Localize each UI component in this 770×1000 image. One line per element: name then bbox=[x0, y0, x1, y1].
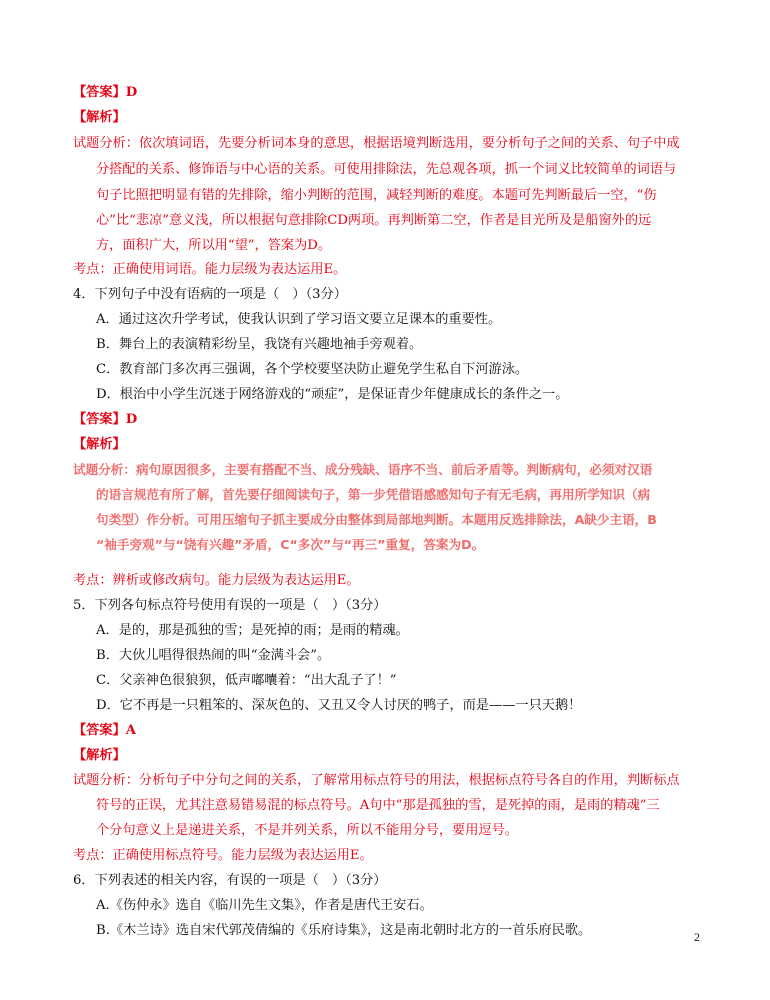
q4-option: C．教育部门多次再三强调，各个学校要坚决防止避免学生私自下河游泳。 bbox=[96, 362, 529, 377]
q4-analysis-line: 试题分析：病句原因很多，主要有搭配不当、成分残缺、语序不当、前后矛盾等。判断病句，必须对汉语 bbox=[73, 462, 653, 477]
q6-option: A.《伤仲永》选自《临川先生文集》，作者是唐代王安石。 bbox=[96, 898, 433, 913]
q5-kaodian: 考点：正确使用标点符号。能力层级为表达运用E。 bbox=[73, 848, 373, 863]
q5-option: C．父亲神色很狼狈，低声嘟囔着：“出大乱子了！” bbox=[96, 673, 397, 688]
q4-question: 4．下列句子中没有语病的一项是（ ）（3分） bbox=[73, 287, 347, 302]
q5-analysis-line: 个分句意义上是递进关系，不是并列关系，所以不能用分号，要用逗号。 bbox=[96, 823, 518, 838]
q6-question: 6．下列表述的相关内容，有误的一项是（ ）（3分） bbox=[73, 873, 387, 888]
q3-analysis-heading: 【解析】 bbox=[73, 110, 126, 125]
q5-analysis-line: 符号的正误，尤其注意易错易混的标点符号。A句中“那是孤独的雪，是死掉的雨，是雨的精魂”三 bbox=[96, 798, 660, 813]
q5-option: D．它不再是一只粗笨的、深灰色的、又丑又令人讨厌的鸭子，而是——一只天鹅！ bbox=[96, 698, 582, 713]
q3-analysis-line: 心”比“悲凉”意义浅，所以根据句意排除CD两项。再判断第二空，作者是目光所及是船窗外的远 bbox=[96, 213, 652, 228]
q3-kaodian: 考点：正确使用词语。能力层级为表达运用E。 bbox=[73, 262, 347, 277]
q5-analysis-line: 试题分析：分析句子中分句之间的关系，了解常用标点符号的用法，根据标点符号各自的作用，判断标点 bbox=[73, 773, 680, 788]
q4-kaodian: 考点：辨析或修改病句。能力层级为表达运用E。 bbox=[73, 573, 360, 588]
q5-option: B．大伙儿唱得很热闹的叫“金满斗会”。 bbox=[96, 648, 331, 663]
q3-answer: 【答案】D bbox=[73, 85, 138, 100]
q3-analysis-line: 方，面积广大，所以用“望”，答案为D。 bbox=[96, 238, 332, 253]
q5-question: 5．下列各句标点符号使用有误的一项是（ ）（3分） bbox=[73, 598, 387, 613]
q4-analysis-heading: 【解析】 bbox=[73, 437, 126, 452]
page-number: 2 bbox=[694, 930, 700, 944]
q3-analysis-line: 句子比照把明显有错的先排除，缩小判断的范围，减轻判断的难度。本题可先判断最后一空，“伤 bbox=[96, 188, 657, 203]
q5-analysis-heading: 【解析】 bbox=[73, 748, 126, 763]
q6-option: B.《木兰诗》选自宋代郭茂倩编的《乐府诗集》，这是南北朝时北方的一首乐府民歌。 bbox=[96, 923, 592, 938]
q4-answer: 【答案】D bbox=[73, 412, 138, 427]
q4-analysis-line: 的语言规范有所了解，首先要仔细阅读句子，第一步凭借语感感知句子有无毛病，再用所学知识（病 bbox=[96, 487, 651, 502]
q4-option: B．舞台上的表演精彩纷呈，我饶有兴趣地袖手旁观着。 bbox=[96, 337, 423, 352]
q4-analysis-line: “袖手旁观”与“饶有兴趣”矛盾，C“多次”与“再三”重复，答案为D。 bbox=[96, 537, 485, 552]
q4-analysis-line: 句类型）作分析。可用压缩句子抓主要成分由整体到局部地判断。本题用反选排除法，A缺少主语，B bbox=[96, 512, 657, 527]
q5-answer: 【答案】A bbox=[73, 723, 136, 738]
q3-analysis-line: 试题分析：依次填词语，先要分析词本身的意思，根据语境判断选用，要分析句子之间的关系、句子中成 bbox=[73, 136, 680, 151]
q5-option: A．是的，那是孤独的雪；是死掉的雨；是雨的精魂。 bbox=[96, 623, 409, 638]
q4-option: A．通过这次升学考试，使我认识到了学习语文要立足课本的重要性。 bbox=[96, 312, 502, 327]
q3-analysis-line: 分搭配的关系、修饰语与中心语的关系。可使用排除法，先总观各项，抓一个词义比较简单的词语与 bbox=[96, 162, 677, 177]
q4-option: D．根治中小学生沉迷于网络游戏的“顽症”，是保证青少年健康成长的条件之一。 bbox=[96, 387, 569, 402]
